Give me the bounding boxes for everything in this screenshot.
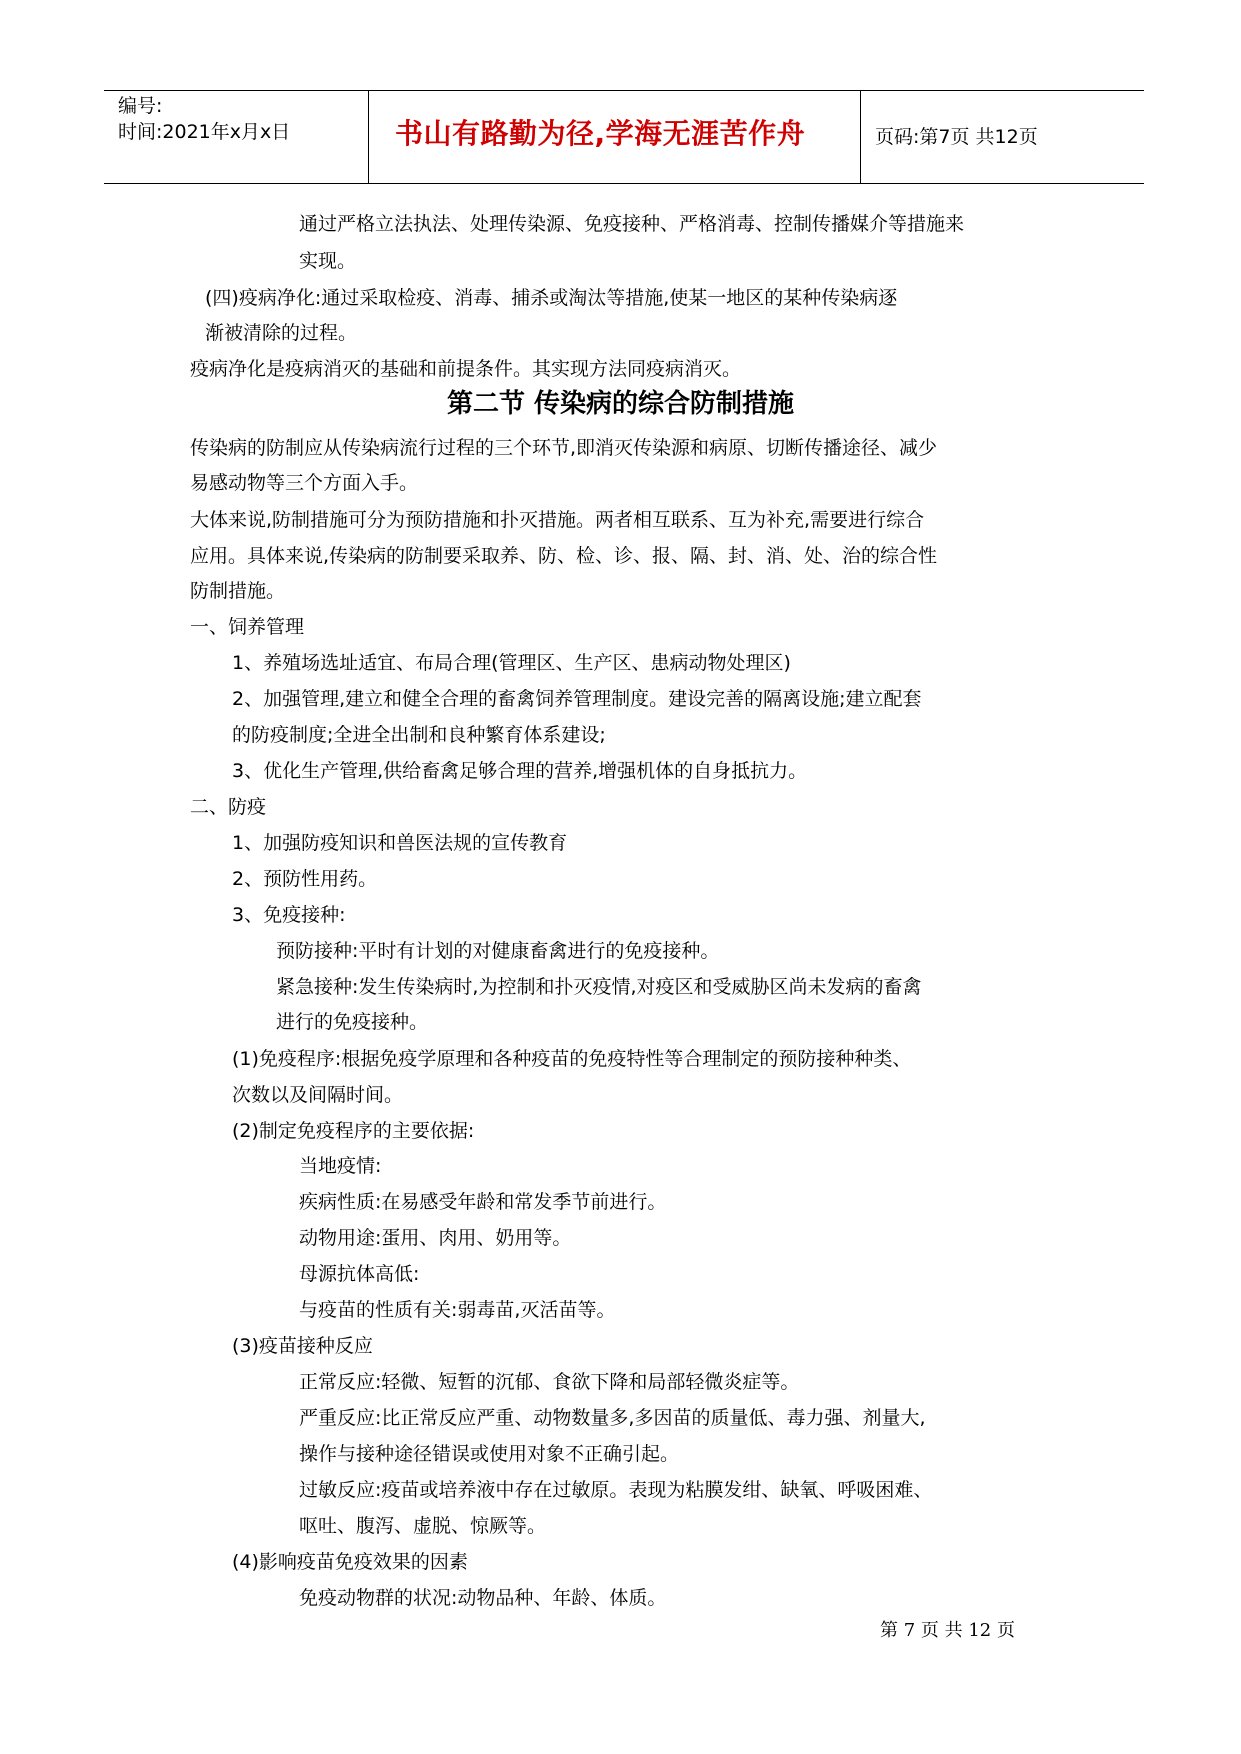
body-line: 过敏反应:疫苗或培养液中存在过敏原。表现为粘膜发绀、缺氧、呼吸困难、 <box>299 1479 933 1501</box>
header-motto: 书山有路勤为径,学海无涯苦作舟 <box>395 117 806 150</box>
page-info: 页码:第7页 共12页 <box>875 126 1038 148</box>
body-line: 母源抗体高低: <box>299 1263 420 1285</box>
list-item: 3、优化生产管理,供给畜禽足够合理的营养,增强机体的自身抵抗力。 <box>232 760 808 782</box>
body-line: (四)疫病净化:通过采取检疫、消毒、捕杀或淘汰等措施,使某一地区的某种传染病逐 <box>205 287 898 309</box>
body-line: 预防接种:平时有计划的对健康畜禽进行的免疫接种。 <box>276 940 720 962</box>
list-item: 的防疫制度;全进全出制和良种繁育体系建设; <box>232 724 606 746</box>
body-line: 实现。 <box>299 250 357 272</box>
header-divider-right <box>860 90 861 183</box>
body-line: 正常反应:轻微、短暂的沉郁、食欲下降和局部轻微炎症等。 <box>299 1371 800 1393</box>
body-line: 渐被清除的过程。 <box>205 322 358 344</box>
body-line: 传染病的防制应从传染病流行过程的三个环节,即消灭传染源和病原、切断传播途径、减少 <box>190 437 938 459</box>
date-label: 时间:2021年x月x日 <box>118 121 291 143</box>
body-line: (2)制定免疫程序的主要依据: <box>232 1120 475 1142</box>
body-line: 大体来说,防制措施可分为预防措施和扑灭措施。两者相互联系、互为补充,需要进行综合 <box>190 509 925 531</box>
body-line: 严重反应:比正常反应严重、动物数量多,多因苗的质量低、毒力强、剂量大, <box>299 1407 926 1429</box>
body-line: 次数以及间隔时间。 <box>232 1084 404 1106</box>
body-line: 易感动物等三个方面入手。 <box>190 472 419 494</box>
body-line: 当地疫情: <box>299 1155 382 1177</box>
body-line: 紧急接种:发生传染病时,为控制和扑灭疫情,对疫区和受威胁区尚未发病的畜禽 <box>276 976 922 998</box>
header-divider-left <box>368 90 369 183</box>
body-line: 疫病净化是疫病消灭的基础和前提条件。其实现方法同疫病消灭。 <box>190 358 742 380</box>
list-item: 1、加强防疫知识和兽医法规的宣传教育 <box>232 832 568 854</box>
subsection-heading: 二、防疫 <box>190 796 267 818</box>
page-footer: 第 7 页 共 12 页 <box>880 1620 1015 1641</box>
body-line: 应用。具体来说,传染病的防制要采取养、防、检、诊、报、隔、封、消、处、治的综合性 <box>190 545 938 567</box>
list-item: 1、养殖场选址适宜、布局合理(管理区、生产区、患病动物处理区) <box>232 652 791 674</box>
section-heading: 第二节 传染病的综合防制措施 <box>446 389 795 419</box>
subsection-heading: 一、饲养管理 <box>190 616 305 638</box>
list-item: 2、预防性用药。 <box>232 868 378 890</box>
body-line: 与疫苗的性质有关:弱毒苗,灭活苗等。 <box>299 1299 616 1321</box>
body-line: (4)影响疫苗免疫效果的因素 <box>232 1551 468 1573</box>
body-line: (1)免疫程序:根据免疫学原理和各种疫苗的免疫特性等合理制定的预防接种种类、 <box>232 1048 912 1070</box>
body-line: 免疫动物群的状况:动物品种、年龄、体质。 <box>299 1587 667 1609</box>
body-line: 进行的免疫接种。 <box>276 1011 429 1033</box>
header-bottom-rule <box>104 183 1144 184</box>
header-top-rule <box>104 90 1144 91</box>
body-line: 疾病性质:在易感受年龄和常发季节前进行。 <box>299 1191 667 1213</box>
body-line: (3)疫苗接种反应 <box>232 1335 373 1357</box>
list-item: 2、加强管理,建立和健全合理的畜禽饲养管理制度。建设完善的隔离设施;建立配套 <box>232 688 922 710</box>
list-item: 3、免疫接种: <box>232 904 346 926</box>
body-line: 通过严格立法执法、处理传染源、免疫接种、严格消毒、控制传播媒介等措施来 <box>299 213 965 235</box>
body-line: 操作与接种途径错误或使用对象不正确引起。 <box>299 1443 680 1465</box>
body-line: 动物用途:蛋用、肉用、奶用等。 <box>299 1227 572 1249</box>
serial-number-label: 编号: <box>118 95 163 117</box>
body-line: 呕吐、腹泻、虚脱、惊厥等。 <box>299 1515 547 1537</box>
body-line: 防制措施。 <box>190 580 286 602</box>
